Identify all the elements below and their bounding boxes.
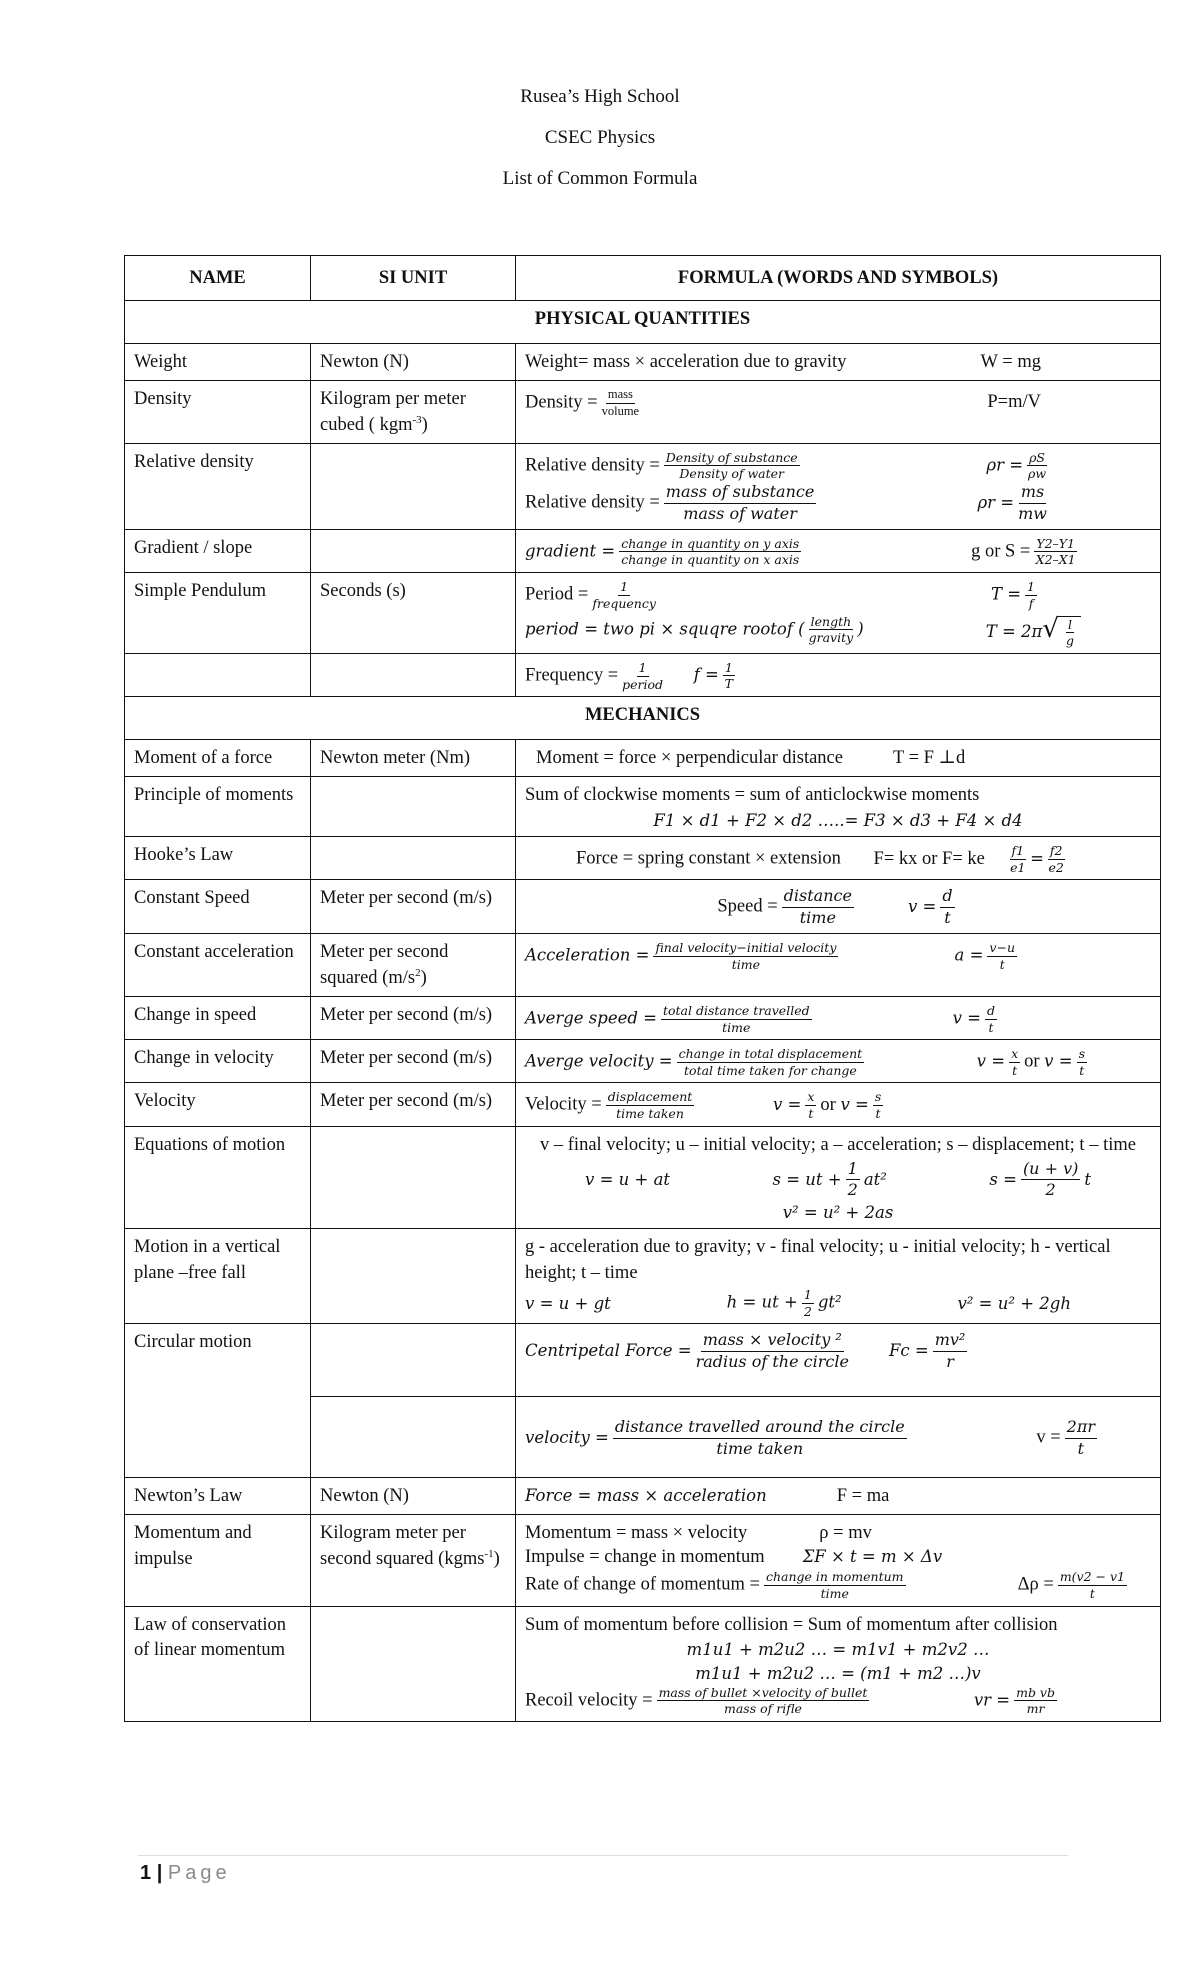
row-name: Gradient / slope: [125, 529, 311, 572]
row-unit: Meter per second (m/s): [311, 1040, 516, 1083]
row-name: Circular motion: [125, 1324, 311, 1478]
row-formula: Density = $\frac{\text{mass}}{\text{volume}}$ P=m/V: [516, 380, 1161, 443]
row-formula: Moment = force × perpendicular distance T = F ⊥d: [516, 740, 1161, 777]
row-formula: Frequency = $\frac{1}{\text{period}}$ f = $\frac{1}{T}$: [516, 653, 1161, 697]
row-formula: [516, 344, 1161, 381]
row-name: Velocity: [125, 1083, 311, 1126]
column-header-unit: SI UNIT: [311, 256, 516, 301]
table-row: [125, 529, 1161, 572]
document-title: List of Common Formula: [502, 168, 698, 189]
row-name: Equations of motion: [125, 1126, 311, 1229]
table-row: [125, 1083, 1161, 1126]
row-name: [125, 653, 311, 697]
table-row: [125, 837, 1161, 880]
row-formula: Relative density = $\frac{\text{Density of substance}}{\text{Density of water}}$ ρr = $\frac{\rho S}{\rho w}$ Relative density = $\frac{\text{mass of substance}}{\text{mass of water}}$ ρr = $\frac{ms}{mw}$: [516, 443, 1161, 529]
row-formula: Momentum = mass × velocity ρ = mv Impulse = change in momentum ΣF × t = m × Δv Rate of change of momentum = $\frac{\text{change in momentum}}{\text{time}}$ Δρ = $\frac{m(v2 - v1}{t}$: [516, 1515, 1161, 1606]
footer-divider: [138, 1855, 1068, 1856]
table-row: [125, 653, 1161, 697]
formula-symbol: W = mg: [980, 352, 1041, 372]
row-name: Relative density: [125, 443, 311, 529]
row-name: Constant Speed: [125, 880, 311, 934]
formula-table: [124, 255, 1161, 1722]
table-row: [125, 777, 1161, 837]
table-row: [125, 1515, 1161, 1606]
table-row: [125, 572, 1161, 653]
row-formula: Sum of momentum before collision = Sum of momentum after collision m1u1 + m2u2 … = m1v1 + m2v2 … m1u1 + m2u2 … = (m1 + m2 …)v Recoil velocity = $\frac{\text{mass of bullet ×velocity of bullet}}{\text{mass of rifle}}$ vr = $\frac{\text{mb vb}}{mr}$: [516, 1606, 1161, 1721]
row-unit: Seconds (s): [311, 572, 516, 653]
row-unit: [311, 1606, 516, 1721]
school-name: Rusea’s High School: [520, 86, 680, 107]
row-name: Hooke’s Law: [125, 837, 311, 880]
table-row: [125, 1324, 1161, 1397]
row-unit: [311, 1324, 516, 1397]
row-unit: [311, 443, 516, 529]
table-row: [125, 380, 1161, 443]
document-header: [0, 86, 1200, 209]
page-label: Page: [167, 1862, 231, 1884]
table-row: [125, 740, 1161, 777]
column-header-formula: FORMULA (WORDS AND SYMBOLS): [516, 256, 1161, 301]
row-name: Momentum and impulse: [125, 1515, 311, 1606]
row-name: Motion in a vertical plane –free fall: [125, 1229, 311, 1324]
row-unit: [311, 1397, 516, 1478]
table-row: [125, 443, 1161, 529]
table-row: [125, 934, 1161, 997]
row-formula: Averge speed = $\frac{\text{total distance travelled}}{\text{time}}$ v = $\frac{d}{t}$: [516, 996, 1161, 1039]
table-row: [125, 996, 1161, 1039]
page-footer: [140, 1862, 231, 1885]
column-header-name: NAME: [125, 256, 311, 301]
row-name: Weight: [125, 344, 311, 381]
row-unit: Newton (N): [311, 344, 516, 381]
table-row: [125, 880, 1161, 934]
row-formula: Force = spring constant × extension F= kx or F= ke $\frac{f1}{e1}$ = $\frac{f2}{e2}$: [516, 837, 1161, 880]
table-row: [125, 1478, 1161, 1515]
row-formula: Acceleration = $\frac{\text{final velocity−initial velocity}}{\text{time}}$ a = $\frac{v-u}{t}$: [516, 934, 1161, 997]
row-formula: Sum of clockwise moments = sum of anticlockwise moments F1 × d1 + F2 × d2 …..= F3 × d3 + F4 × d4: [516, 777, 1161, 837]
table-row: [125, 1126, 1161, 1229]
row-unit: Kilogram meter per second squared (kgms$^{-1}$): [311, 1515, 516, 1606]
row-unit: [311, 777, 516, 837]
row-name: Law of conservation of linear momentum: [125, 1606, 311, 1721]
row-formula: Averge velocity = $\frac{\text{change in total displacement}}{\text{total time taken for change}}$ v = $\frac{x}{t}$ or v = $\frac{s}{t}$: [516, 1040, 1161, 1083]
row-unit: [311, 837, 516, 880]
row-name: Constant acceleration: [125, 934, 311, 997]
row-unit: [311, 1126, 516, 1229]
row-name: Simple Pendulum: [125, 572, 311, 653]
row-name: Change in velocity: [125, 1040, 311, 1083]
row-name: Newton’s Law: [125, 1478, 311, 1515]
row-unit: Newton meter (Nm): [311, 740, 516, 777]
row-unit: Meter per second squared $(m/s^2)$: [311, 934, 516, 997]
row-unit: [311, 653, 516, 697]
row-formula: Velocity = $\frac{\text{displacement}}{\text{time taken}}$ v = $\frac{x}{t}$ or v = $\frac{s}{t}$: [516, 1083, 1161, 1126]
row-unit: Meter per second (m/s): [311, 880, 516, 934]
row-unit: [311, 529, 516, 572]
row-formula: gradient = $\frac{\text{change in quantity on y axis}}{\text{change in quantity on x axis}}$ g or S = $\frac{Y2-Y1}{X2-X1}$: [516, 529, 1161, 572]
row-name: Principle of moments: [125, 777, 311, 837]
row-unit: [311, 1229, 516, 1324]
page-number: 1: [140, 1862, 152, 1884]
section-mechanics: MECHANICS: [125, 697, 1161, 740]
row-name: Change in speed: [125, 996, 311, 1039]
table-row: [125, 344, 1161, 381]
formula-words: Weight= mass × acceleration due to gravity: [525, 352, 847, 372]
row-formula: Force = mass × acceleration F = ma: [516, 1478, 1161, 1515]
subject-title: CSEC Physics: [544, 127, 656, 148]
row-unit: Newton (N): [311, 1478, 516, 1515]
row-formula: v – final velocity; u – initial velocity; a – acceleration; s – displacement; t – time v = u + at s = ut + $\frac{1}{2}$ at² s = $\frac{(u + v)}{2}$ t v² = u² + 2as: [516, 1126, 1161, 1229]
row-formula: g - acceleration due to gravity; v - final velocity; u - initial velocity; h - vertical height; t – time v = u + gt h = ut + $\frac{1}{2}$ gt² v² = u² + 2gh: [516, 1229, 1161, 1324]
page-separator: |: [156, 1862, 163, 1884]
row-name: Density: [125, 380, 311, 443]
row-formula: Speed = $\frac{\text{distance}}{\text{time}}$ v = $\frac{d}{t}$: [516, 880, 1161, 934]
row-name: Moment of a force: [125, 740, 311, 777]
table-header-row: [125, 256, 1161, 301]
table-row: [125, 1606, 1161, 1721]
row-unit: Meter per second (m/s): [311, 996, 516, 1039]
row-unit: Kilogram per meter cubed ( kgm$^{-3}$): [311, 380, 516, 443]
row-formula: Period = $\frac{1}{\text{frequency}}$ T = $\frac{1}{f}$ period = two pi × squqre rootof ( $\frac{\text{length}}{\text{gravity}}$ ) T = 2π√ $\frac{l}{g}$: [516, 572, 1161, 653]
table-row: [125, 1040, 1161, 1083]
formula-symbol: P=m/V: [987, 392, 1041, 413]
row-unit: Meter per second (m/s): [311, 1083, 516, 1126]
row-formula: Centripetal Force = $\frac{\text{mass × velocity ²}}{\text{radius of the circle}}$ Fc = $\frac{\text{mv²}}{r}$: [516, 1324, 1161, 1397]
row-formula: velocity = $\frac{\text{distance travelled around the circle}}{\text{time taken}}$ v = $\frac{2\pi r}{t}$: [516, 1397, 1161, 1478]
table-row: [125, 1229, 1161, 1324]
section-physical-quantities: PHYSICAL QUANTITIES: [125, 301, 1161, 344]
